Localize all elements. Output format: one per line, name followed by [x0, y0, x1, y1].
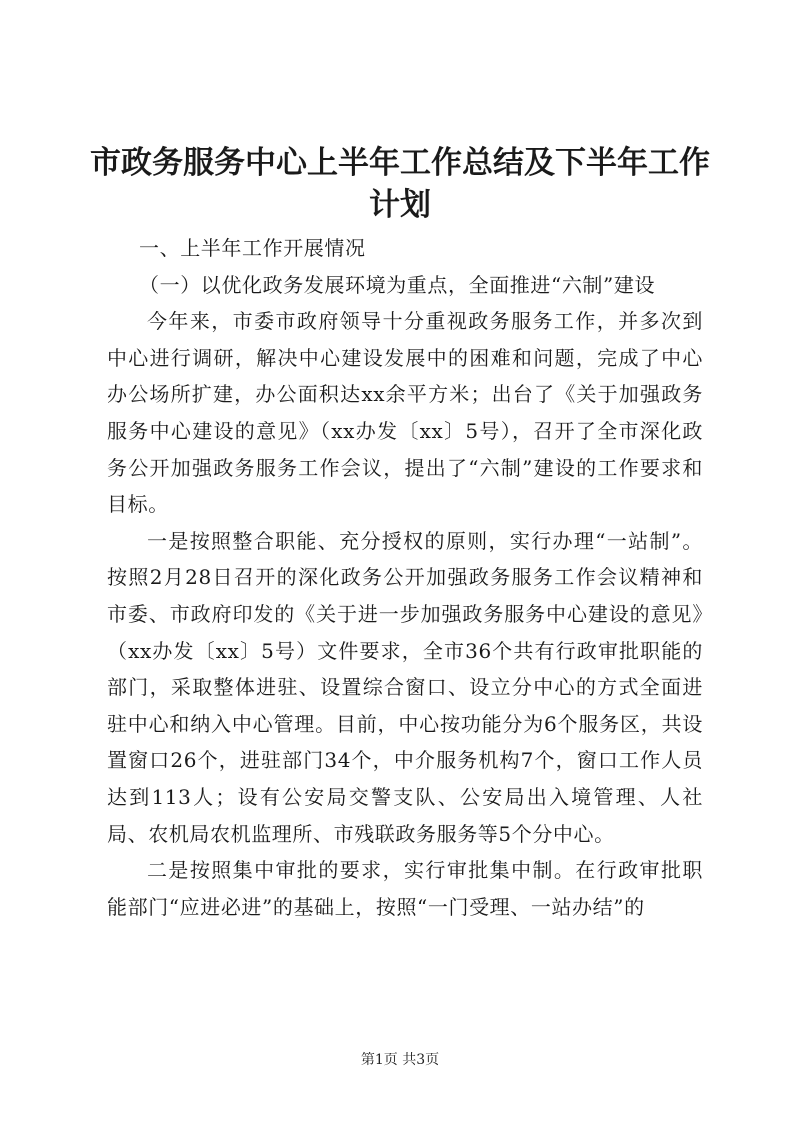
- title-line-2: 计划: [369, 187, 431, 223]
- title-line-1: 市政务服务中心上半年工作总结及下半年工作: [90, 145, 710, 181]
- section-heading: 一、上半年工作开展情况: [139, 236, 366, 260]
- document-body: [107, 230, 703, 925]
- paragraph: 二是按照集中审批的要求，实行审批集中制。在行政审批职能部门“应进必进”的基础上，按照“一门受理、一站办结”的: [107, 858, 703, 919]
- paragraph: 今年来，市委市政府领导十分重视政务服务工作，并多次到中心进行调研，解决中心建设发展中的困难和问题，完成了中心办公场所扩建，办公面积达xx余平方米；出台了《关于加强政务服务中心建设的意见》（xx办发〔xx〕5号），召开了全市深化政务公开加强政务服务工作会议，提出了“六制”建设的工作要求和目标。: [107, 309, 703, 517]
- subsection-heading: （一）以优化政务发展环境为重点，全面推进“六制”建设: [139, 272, 656, 297]
- page-footer: 第1页 共3页: [360, 1052, 440, 1068]
- document-title: [90, 142, 710, 226]
- paragraph: 一是按照整合职能、充分授权的原则，实行办理“一站制”。按照2月28日召开的深化政务公开加强政务服务工作会议精神和市委、市政府印发的《关于进一步加强政务服务中心建设的意见》（xx办发〔xx〕5号）文件要求，全市36个共有行政审批职能的部门，采取整体进驻、设置综合窗口、设立分中心的方式全面进驻中心和纳入中心管理。目前，中心按功能分为6个服务区，共设置窗口26个，进驻部门34个，中介服务机构7个，窗口工作人员达到113人；设有公安局交警支队、公安局出入境管理、人社局、农机局农机监理所、市残联政务服务等5个分中心。: [107, 528, 703, 846]
